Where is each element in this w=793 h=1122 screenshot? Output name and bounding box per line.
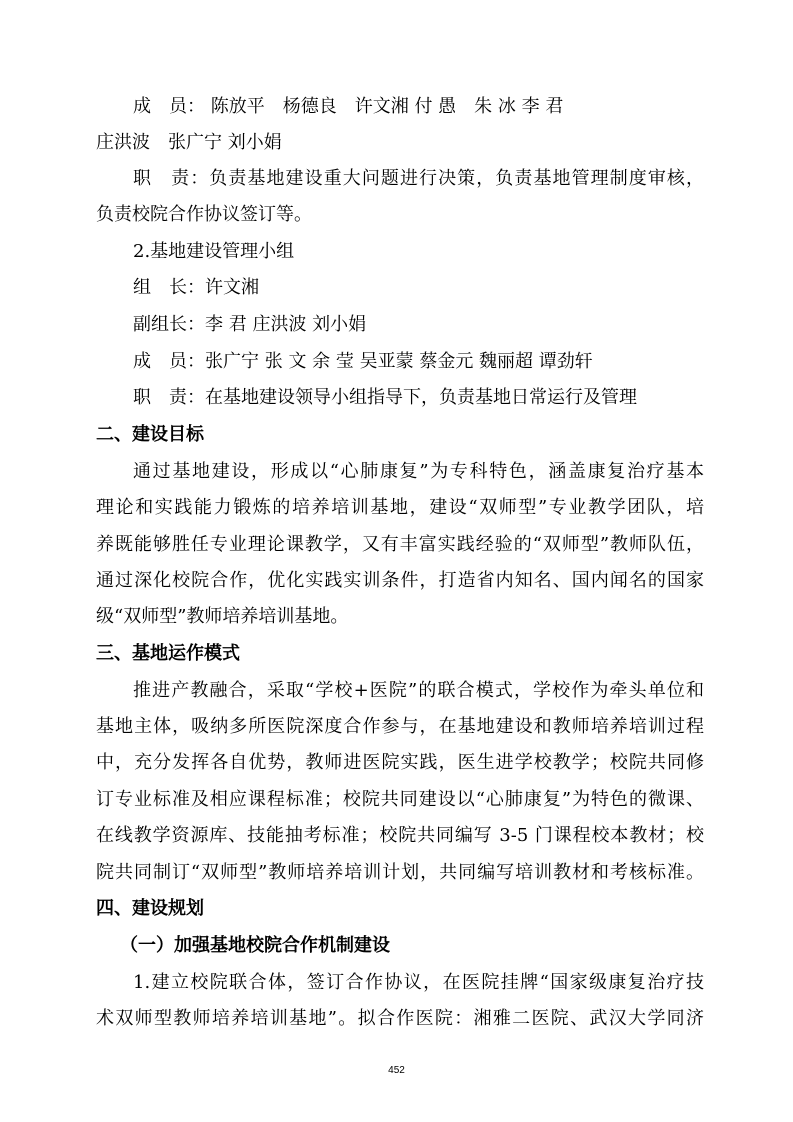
duties-line: 职 责：负责基地建设重大问题进行决策，负责基地管理制度审核， [133, 168, 704, 189]
paragraph-line: 理论和实践能力锻炼的培养培训基地，建设“双师型”专业教学团队，培 [96, 497, 704, 518]
group-members-line: 成 员：张广宁 张 文 余 莹 吴亚蒙 蔡金元 魏丽超 谭劲轩 [133, 351, 593, 372]
page-number: 452 [388, 1065, 405, 1076]
duties-line-continued: 负责校院合作协议签订等。 [96, 204, 312, 225]
paragraph-line: 基地主体，吸纳多所医院深度合作参与，在基地建设和教师培养培训过程 [96, 716, 704, 737]
paragraph-line: 通过深化校院合作，优化实践实训条件，打造省内知名、国内闻名的国家 [96, 570, 704, 591]
group-leader-line: 组 长：许文湘 [133, 277, 259, 298]
section-heading-operation-mode: 三、基地运作模式 [96, 643, 240, 664]
paragraph-line: 通过基地建设，形成以“心肺康复”为专科特色，涵盖康复治疗基本 [133, 461, 704, 482]
paragraph-line: 级“双师型”教师培养培训基地。 [96, 606, 349, 627]
subsection-title: 2.基地建设管理小组 [133, 241, 295, 262]
members-line: 成 员： 陈放平 杨德良 许文湘 付 愚 朱 冰 李 君 [133, 96, 564, 117]
paragraph-line: 推进产教融合，采取“学校+医院”的联合模式，学校作为牵头单位和 [133, 680, 704, 701]
paragraph-line: 1.建立校院联合体，签订合作协议，在医院挂牌“国家级康复治疗技 [133, 972, 704, 993]
section-heading-plan: 四、建设规划 [96, 898, 204, 919]
paragraph-line: 中，充分发挥各自优势，教师进医院实践，医生进学校教学；校院共同修 [96, 752, 704, 773]
subsection-heading: （一）加强基地校院合作机制建设 [120, 935, 390, 956]
group-duties-line: 职 责：在基地建设领导小组指导下，负责基地日常运行及管理 [133, 387, 637, 408]
paragraph-line: 院共同制订“双师型”教师培养培训计划，共同编写培训教材和考核标准。 [96, 862, 704, 883]
members-line-continued: 庄洪波 张广宁 刘小娟 [96, 132, 282, 153]
section-heading-goals: 二、建设目标 [96, 424, 204, 445]
paragraph-line: 在线教学资源库、技能抽考标准；校院共同编写 3-5 门课程校本教材；校 [96, 825, 704, 846]
paragraph-line: 订专业标准及相应课程标准；校院共同建设以“心肺康复”为特色的微课、 [96, 789, 704, 810]
paragraph-line: 养既能够胜任专业理论课教学，又有丰富实践经验的“双师型”教师队伍， [96, 534, 704, 555]
deputy-leader-line: 副组长：李 君 庄洪波 刘小娟 [133, 314, 367, 335]
paragraph-line: 术双师型教师培养培训基地”。拟合作医院：湘雅二医院、武汉大学同济 [96, 1008, 704, 1029]
